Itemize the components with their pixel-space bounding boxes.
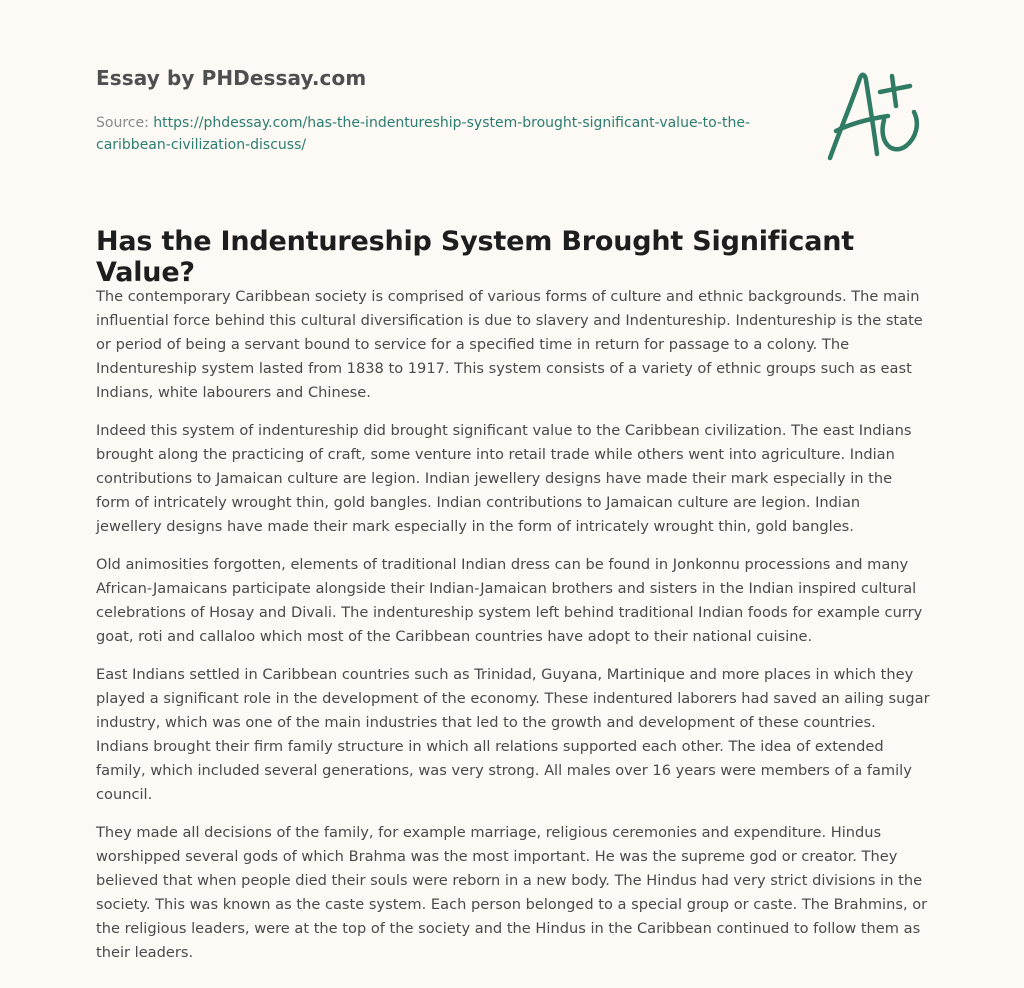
source-label: Source: xyxy=(96,115,149,131)
essay-paragraph: They made all decisions of the family, for example marriage, religious ceremonies and expenditure. Hindus worshipped several gods of which Brahma was the most important. He was the supreme god or creator. They believed that when people died their souls were reborn in a new body. The Hindus had very strict divisions in the society. This was known as the caste system. Each person belonged to a special group or caste. The Brahmins, or the religious leaders, were at the top of the society and the Hindus in the Caribbean continued to follow them as their leaders. xyxy=(96,824,928,961)
essay-paragraph: The contemporary Caribbean society is comprised of various forms of culture and ethnic backgrounds. The main influential force behind this cultural diversification is due to slavery and Indentureship. Indentureship is the state or period of being a servant bound to service for a specified time in return for passage to a colony. The Indentureship system lasted from 1838 to 1917. This system consists of a variety of ethnic groups such as east Indians, white labourers and Chinese. xyxy=(96,288,923,401)
essay-title: Has the Indentureship System Brought Significant Value? xyxy=(96,226,854,288)
source-link[interactable]: https://phdessay.com/has-the-indentureship-system-brought-significant-value-to-the-caribbean-civilization-discuss/ xyxy=(96,115,751,153)
a-plus-logo-icon xyxy=(822,68,928,164)
essay-body xyxy=(96,285,930,979)
essay-paragraph: East Indians settled in Caribbean countries such as Trinidad, Guyana, Martinique and more places in which they played a significant role in the development of the economy. These indentured laborers had saved an ailing sugar industry, which was one of the main industries that led to the growth and development of these countries. Indians brought their firm family structure in which all relations supported each other. The idea of extended family, which included several generations, was very strong. All males over 16 years were members of a family council. xyxy=(96,666,930,803)
source-line xyxy=(96,112,776,156)
site-title: Essay by PHDessay.com xyxy=(96,66,367,90)
essay-paragraph: Indeed this system of indentureship did brought significant value to the Caribbean civilization. The east Indians brought along the practicing of craft, some venture into retail trade while others went into agriculture. Indian contributions to Jamaican culture are legion. Indian jewellery designs have made their mark especially in the form of intricately wrought thin, gold bangles. Indian contributions to Jamaican culture are legion. Indian jewellery designs have made their mark especially in the form of intricately wrought thin, gold bangles. xyxy=(96,422,912,535)
essay-paragraph: Old animosities forgotten, elements of traditional Indian dress can be found in Jonkonnu processions and many African-Jamaicans participate alongside their Indian-Jamaican brothers and sisters in the Indian inspired cultural celebrations of Hosay and Divali. The indentureship system left behind traditional Indian foods for example curry goat, roti and callaloo which most of the Caribbean countries have adopt to their national cuisine. xyxy=(96,556,923,645)
